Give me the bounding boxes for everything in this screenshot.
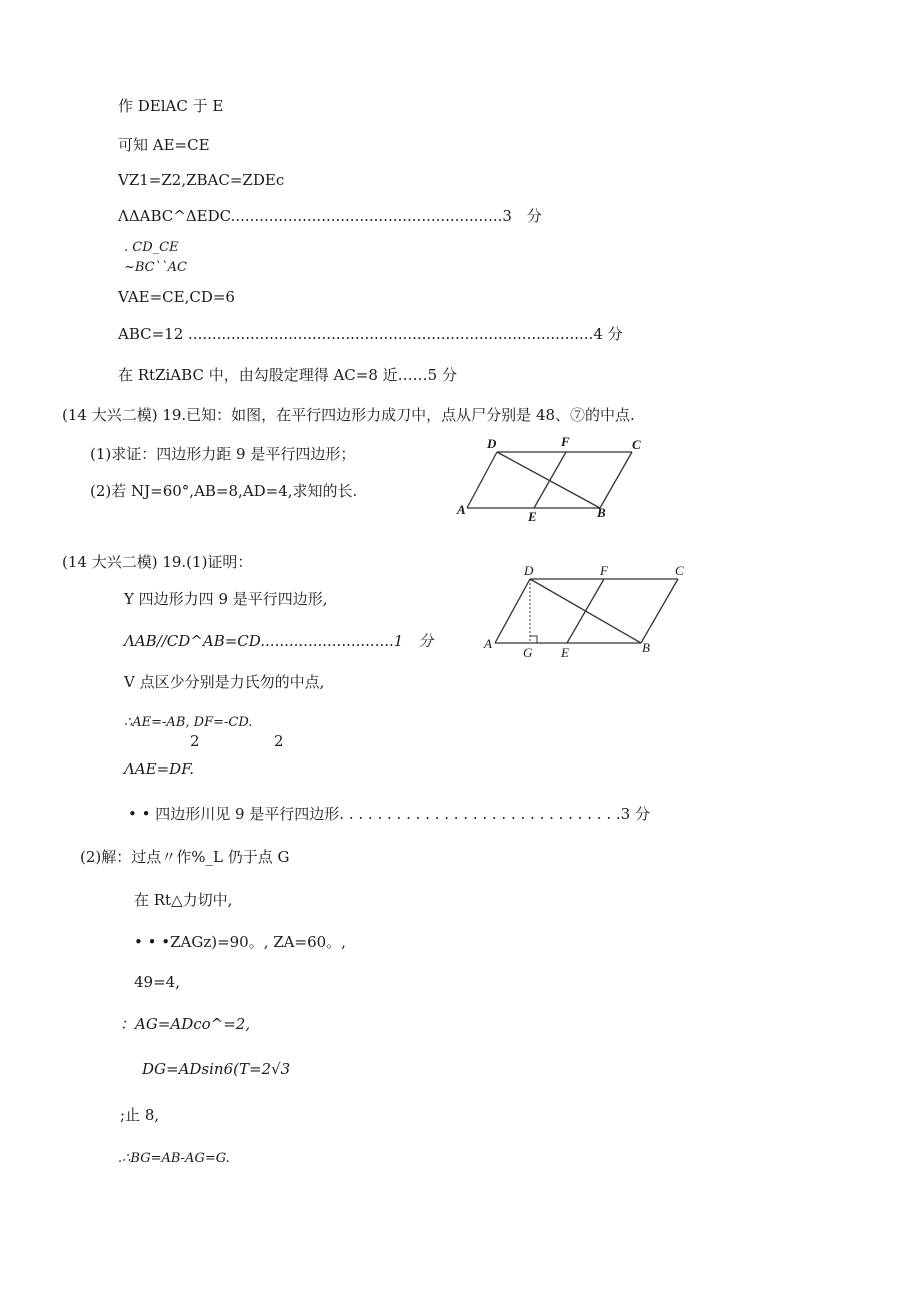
solution-line-5: ΛAE=DF.: [124, 760, 195, 778]
label-d: D: [487, 436, 497, 451]
solution-line-4: ∴AE=-AB, DF=-CD.: [124, 715, 253, 730]
segment-ef: [534, 452, 566, 508]
label-e: E: [528, 509, 537, 524]
solution-line-11: ：AG=ADco^=2,: [120, 1015, 251, 1033]
fraction-line-bottom: ~BC``AC: [124, 260, 187, 275]
label-e: E: [561, 645, 569, 660]
problem-question-2: (2)若 NJ=60°,AB=8,AD=4,求知的长.: [90, 482, 358, 500]
label-c: C: [675, 563, 684, 578]
solution-line-8: 在 Rt△力切中,: [134, 891, 233, 909]
line-4: ΛΔABC^ΔEDC.........................................................3 分: [118, 207, 542, 225]
label-c: C: [632, 437, 641, 452]
label-a: A: [484, 636, 492, 651]
parallelogram-figure-1: [450, 432, 650, 527]
side-ad: [467, 452, 497, 508]
solution-denominator-2: 2: [274, 732, 284, 750]
side-bc: [600, 452, 632, 508]
solution-line-7: (2)解：过点〃作%_L 仍于点 G: [80, 848, 290, 866]
label-a: A: [457, 502, 466, 517]
line-1: 作 DElAC 于 E: [118, 97, 224, 115]
label-g: G: [523, 645, 533, 660]
problem-question-1: (1)求证：四边形力距 9 是平行四边形；: [90, 445, 356, 463]
solution-line-14: .∴BG=AB-AG=G.: [118, 1151, 230, 1166]
solution-line-10: 49=4,: [134, 973, 180, 991]
solution-title: (14 大兴二模) 19.(1)证明：: [62, 553, 253, 571]
solution-line-13: ;止 8,: [120, 1106, 160, 1124]
label-d: D: [524, 563, 534, 578]
line-6: VAE=CE,CD=6: [118, 288, 235, 306]
line-8: 在 RtZiABC 中，由勾股定理得 AC=8 近……5 分: [118, 366, 457, 384]
line-3: VZ1=Z2,ZBAC=ZDEc: [118, 171, 285, 189]
solution-line-1: Y 四边形力四 9 是平行四边形,: [124, 590, 328, 608]
diagonal-db: [497, 452, 600, 508]
solution-denominator-1: 2: [190, 732, 200, 750]
solution-line-3: V 点区少分别是力氏勿的中点,: [124, 673, 325, 691]
line-2: 可知 AE=CE: [118, 136, 210, 154]
label-f: F: [600, 563, 608, 578]
solution-line-9: • • •ZAGz)=90。, ZA=60。,: [134, 933, 346, 951]
side-bc: [641, 579, 678, 643]
right-angle-mark: [530, 636, 537, 643]
solution-line-2: ΛAB//CD^AB=CD............................1 分: [124, 632, 434, 650]
side-ad: [495, 579, 530, 643]
line-7: ABC=12 .....................................................................................4 分: [118, 325, 623, 343]
label-f: F: [561, 434, 570, 449]
problem-title: (14 大兴二模) 19.已知：如图，在平行四边形力成刀中，点从尸分别是 48、⑦的中点.: [62, 406, 635, 424]
segment-ef: [567, 579, 604, 643]
label-b: B: [597, 505, 606, 520]
parallelogram-figure-2: [478, 562, 698, 662]
label-b: B: [642, 640, 650, 655]
fraction-line-top: . CD_CE: [124, 240, 179, 255]
solution-line-6: • • 四边形川见 9 是平行四边形. . . . . . . . . . . . . . . . . . . . . . . . . . . . . .3 分: [128, 805, 650, 823]
solution-line-12: DG=ADsin6(T=2√3: [142, 1060, 291, 1078]
